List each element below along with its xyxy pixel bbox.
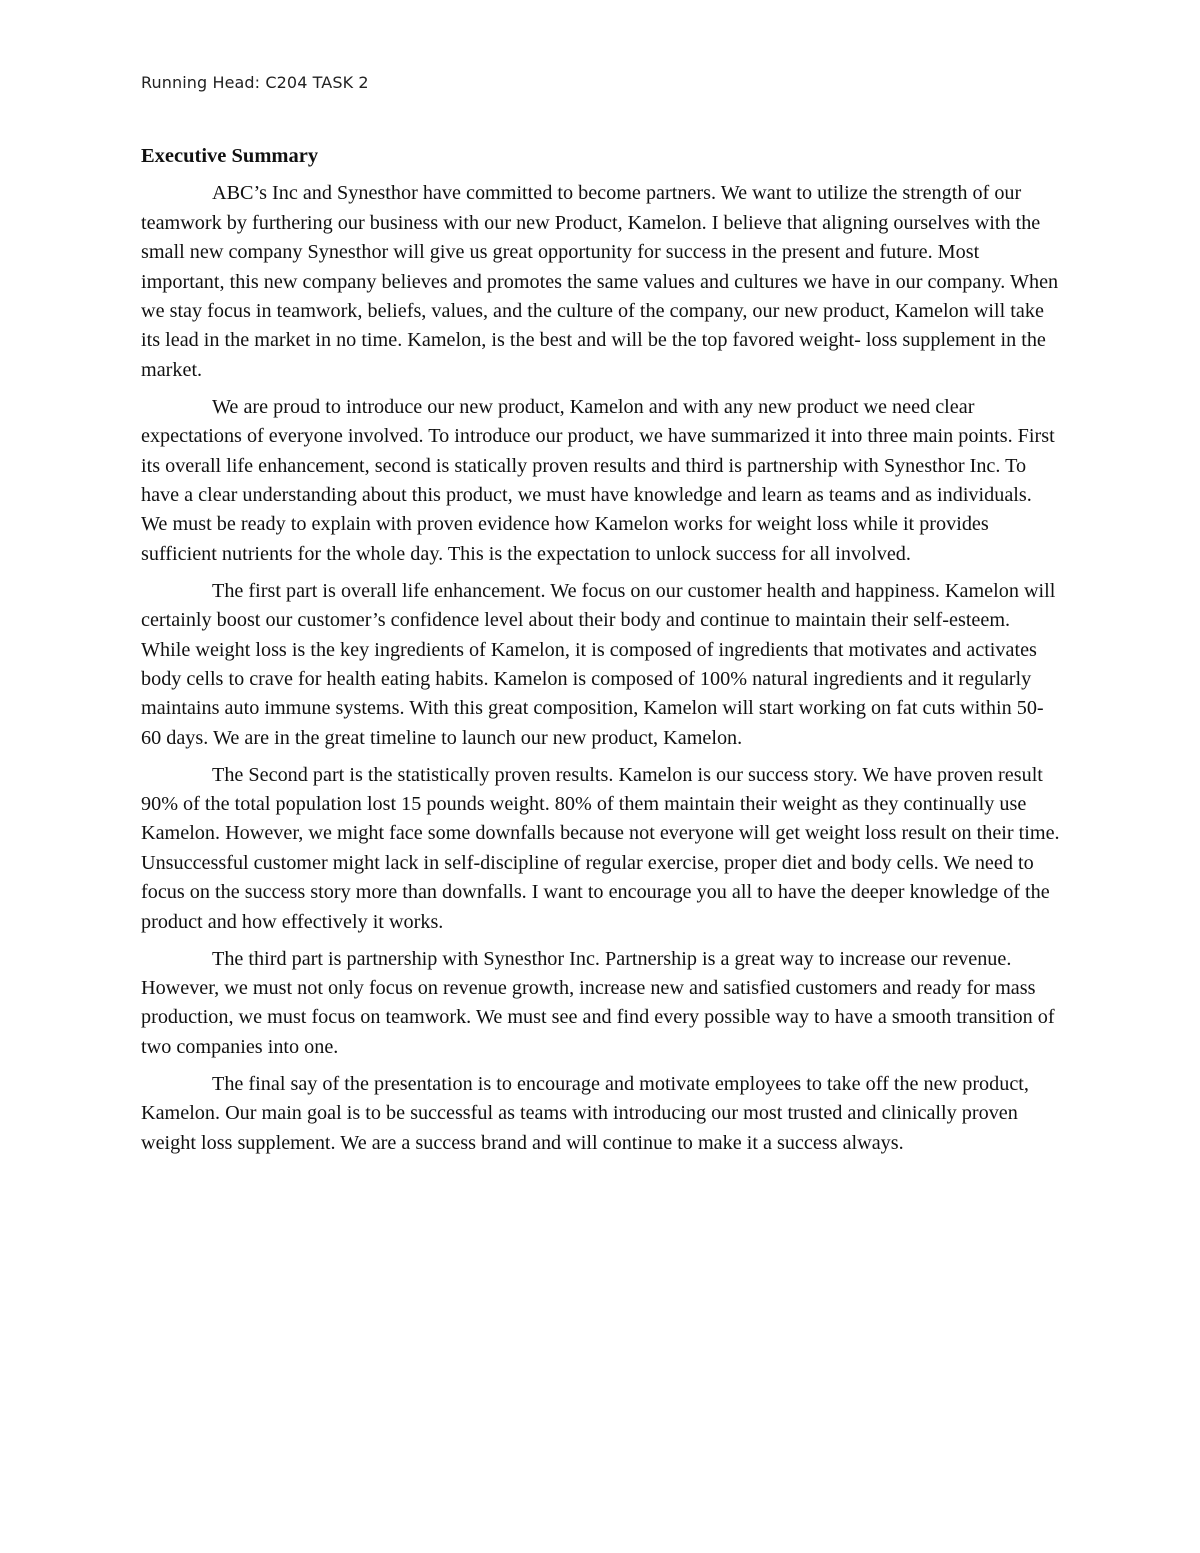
running-head: Running Head: C204 TASK 2	[141, 73, 369, 92]
document-body	[141, 142, 1061, 1165]
paragraph-6: The final say of the presentation is to encourage and motivate employees to take off the new product, Kamelon. Our main goal is to be successful as teams with introducing our most trusted and clinically proven weight loss supplement. We are a success brand and will continue to make it a success always.	[141, 1072, 1029, 1154]
paragraph-4: The Second part is the statistically proven results. Kamelon is our success story. We have proven result 90% of the total population lost 15 pounds weight. 80% of them maintain their weight as they continually use Kamelon. However, we might face some downfalls because not everyone will get weight loss result on their time. Unsuccessful customer might lack in self-discipline of regular exercise, proper diet and body cells. We need to focus on the success story more than downfalls. I want to encourage you all to have the deeper knowledge of the product and how effectively it works.	[141, 763, 1060, 933]
paragraph-5: The third part is partnership with Synesthor Inc. Partnership is a great way to increase our revenue. However, we must not only focus on revenue growth, increase new and satisfied customers and ready for mass production, we must focus on teamwork. We must see and find every possible way to have a smooth transition of two companies into one.	[141, 947, 1055, 1058]
section-heading: Executive Summary	[141, 145, 319, 167]
paragraph-2: We are proud to introduce our new product, Kamelon and with any new product we need clear expectations of everyone involved. To introduce our product, we have summarized it into three main points. First its overall life enhancement, second is statically proven results and third is partnership with Synesthor Inc. To have a clear understanding about this product, we must have knowledge and learn as teams and as individuals. We must be ready to explain with proven evidence how Kamelon works for weight loss while it provides sufficient nutrients for the whole day. This is the expectation to unlock success for all involved.	[141, 395, 1055, 565]
paragraph-3: The first part is overall life enhancement. We focus on our customer health and happiness. Kamelon will certainly boost our customer’s confidence level about their body and continue to maintain their self-esteem. While weight loss is the key ingredients of Kamelon, it is composed of ingredients that motivates and activates body cells to crave for health eating habits. Kamelon is composed of 100% natural ingredients and it regularly maintains auto immune systems. With this great composition, Kamelon will start working on fat cuts within 50-60 days. We are in the great timeline to launch our new product, Kamelon.	[141, 579, 1056, 749]
paragraph-1: ABC’s Inc and Synesthor have committed to become partners. We want to utilize the strength of our teamwork by furthering our business with our new Product, Kamelon. I believe that aligning ourselves with the small new company Synesthor will give us great opportunity for success in the present and future. Most important, this new company believes and promotes the same values and cultures we have in our company. When we stay focus in teamwork, beliefs, values, and the culture of the company, our new product, Kamelon will take its lead in the market in no time. Kamelon, is the best and will be the top favored weight- loss supplement in the market.	[141, 182, 1059, 381]
